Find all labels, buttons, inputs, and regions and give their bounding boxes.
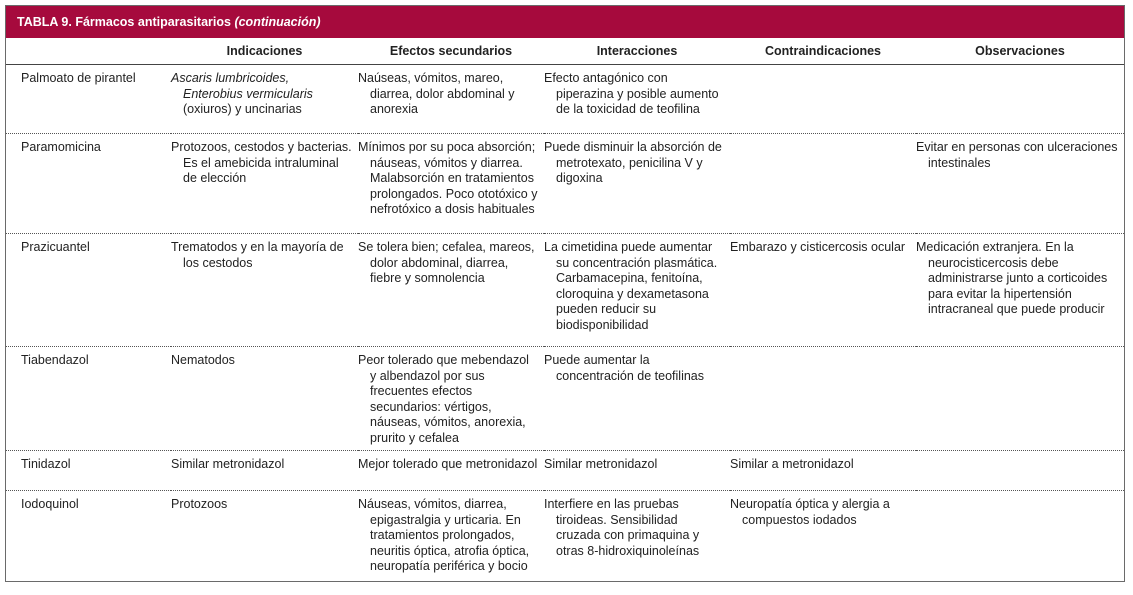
cell-contraindicaciones xyxy=(730,234,916,347)
antiparasitic-table xyxy=(5,5,1125,582)
drug-name: Tinidazol xyxy=(6,451,171,491)
header-drug xyxy=(6,38,171,65)
table-row xyxy=(6,65,1124,134)
cell-observaciones xyxy=(916,347,1124,451)
drug-name: Paramomicina xyxy=(6,134,171,234)
efectos-text: Náuseas, vómitos, diarrea, epigastralgia y urticaria. En tratamientos prolongados, neuritis óptica, atrofia óptica, neuropatía periférica y bocio xyxy=(358,497,530,573)
cell-interacciones xyxy=(544,234,730,347)
interacciones-text: Efecto antagónico con piperazina y posible aumento de la toxicidad de teofilina xyxy=(544,71,719,116)
interacciones-text: La cimetidina puede aumentar su concentración plasmática. Carbamacepina, fenitoína, cloroquina y dexametasona pueden reducir su biodisponibilidad xyxy=(544,240,718,332)
indicaciones-text: Protozoos xyxy=(171,497,228,511)
cell-efectos xyxy=(358,134,544,234)
cell-efectos xyxy=(358,65,544,134)
cell-efectos xyxy=(358,491,544,587)
cell-efectos xyxy=(358,234,544,347)
cell-indicaciones xyxy=(171,491,358,587)
efectos-text: Naúseas, vómitos, mareo, diarrea, dolor abdominal y anorexia xyxy=(358,71,515,116)
table-row xyxy=(6,451,1124,491)
table-row xyxy=(6,234,1124,347)
interacciones-text: Interfiere en las pruebas tiroideas. Sensibilidad cruzada con primaquina y otras 8-hidroxiquinoleínas xyxy=(544,497,700,558)
contraindicaciones-text: Neuropatía óptica y alergia a compuestos iodados xyxy=(730,497,890,527)
efectos-text: Mínimos por su poca absorción; náuseas, vómitos y diarrea. Malabsorción en tratamientos prolongados. Poco ototóxico y nefrotóxico a dosis habituales xyxy=(358,140,538,216)
header-efectos: Efectos secundarios xyxy=(358,38,544,65)
table-title xyxy=(6,6,1124,38)
observaciones-text: Evitar en personas con ulceraciones intestinales xyxy=(916,140,1118,170)
indicaciones-italic: Ascaris lumbricoides, Enterobius vermicularis xyxy=(171,71,313,101)
header-observaciones: Observaciones xyxy=(916,38,1124,65)
cell-observaciones xyxy=(916,65,1124,134)
cell-efectos xyxy=(358,347,544,451)
indicaciones-text: Trematodos y en la mayoría de los cestodos xyxy=(171,240,344,270)
cell-contraindicaciones xyxy=(730,134,916,234)
cell-interacciones xyxy=(544,347,730,451)
cell-observaciones xyxy=(916,451,1124,491)
cell-indicaciones xyxy=(171,451,358,491)
table-row xyxy=(6,134,1124,234)
cell-observaciones xyxy=(916,491,1124,587)
cell-indicaciones xyxy=(171,134,358,234)
drug-name: Palmoato de pirantel xyxy=(6,65,171,134)
header-interacciones: Interacciones xyxy=(544,38,730,65)
cell-efectos xyxy=(358,451,544,491)
cell-observaciones xyxy=(916,234,1124,347)
table-title-sub: (continuación) xyxy=(234,15,321,29)
table-row xyxy=(6,347,1124,451)
header-row xyxy=(6,38,1124,65)
cell-contraindicaciones xyxy=(730,347,916,451)
cell-indicaciones xyxy=(171,234,358,347)
drug-name: Tiabendazol xyxy=(6,347,171,451)
indicaciones-text: Protozoos, cestodos y bacterias. Es el amebicida intraluminal de elección xyxy=(171,140,352,185)
indicaciones-rest: (oxiuros) y uncinarias xyxy=(183,102,302,116)
drug-name: Prazicuantel xyxy=(6,234,171,347)
observaciones-text: Medicación extranjera. En la neurocisticercosis debe administrarse junto a corticoides para evitar la hipertensión intracraneal que puede producir xyxy=(916,240,1108,316)
header-indicaciones: Indicaciones xyxy=(171,38,358,65)
cell-interacciones xyxy=(544,491,730,587)
indicaciones-text: Nematodos xyxy=(171,353,235,367)
efectos-text: Se tolera bien; cefalea, mareos, dolor abdominal, diarrea, fiebre y somnolencia xyxy=(358,240,535,285)
data-table xyxy=(6,38,1124,587)
contraindicaciones-text: Similar a metronidazol xyxy=(730,457,854,471)
cell-contraindicaciones xyxy=(730,451,916,491)
cell-interacciones xyxy=(544,451,730,491)
contraindicaciones-text: Embarazo y cisticercosis ocular xyxy=(730,240,906,254)
efectos-text: Mejor tolerado que metronidazol xyxy=(358,457,538,471)
cell-indicaciones xyxy=(171,347,358,451)
indicaciones-text: Similar metronidazol xyxy=(171,457,285,471)
table-title-main: TABLA 9. Fármacos antiparasitarios xyxy=(17,15,235,29)
drug-name: Iodoquinol xyxy=(21,497,79,511)
header-contraindicaciones: Contraindicaciones xyxy=(730,38,916,65)
cell-observaciones xyxy=(916,134,1124,234)
table-row xyxy=(6,491,1124,587)
cell-contraindicaciones xyxy=(730,65,916,134)
cell-interacciones xyxy=(544,65,730,134)
efectos-text: Peor tolerado que mebendazol y albendazol por sus frecuentes efectos secundarios: vértigos, náuseas, vómitos, anorexia, prurito y cefalea xyxy=(358,353,529,445)
cell-contraindicaciones xyxy=(730,491,916,587)
interacciones-text: Puede aumentar la concentración de teofilinas xyxy=(544,353,705,383)
cell-indicaciones xyxy=(171,65,358,134)
cell-interacciones xyxy=(544,134,730,234)
interacciones-text: Similar metronidazol xyxy=(544,457,658,471)
interacciones-text: Puede disminuir la absorción de metrotexato, penicilina V y digoxina xyxy=(544,140,722,185)
